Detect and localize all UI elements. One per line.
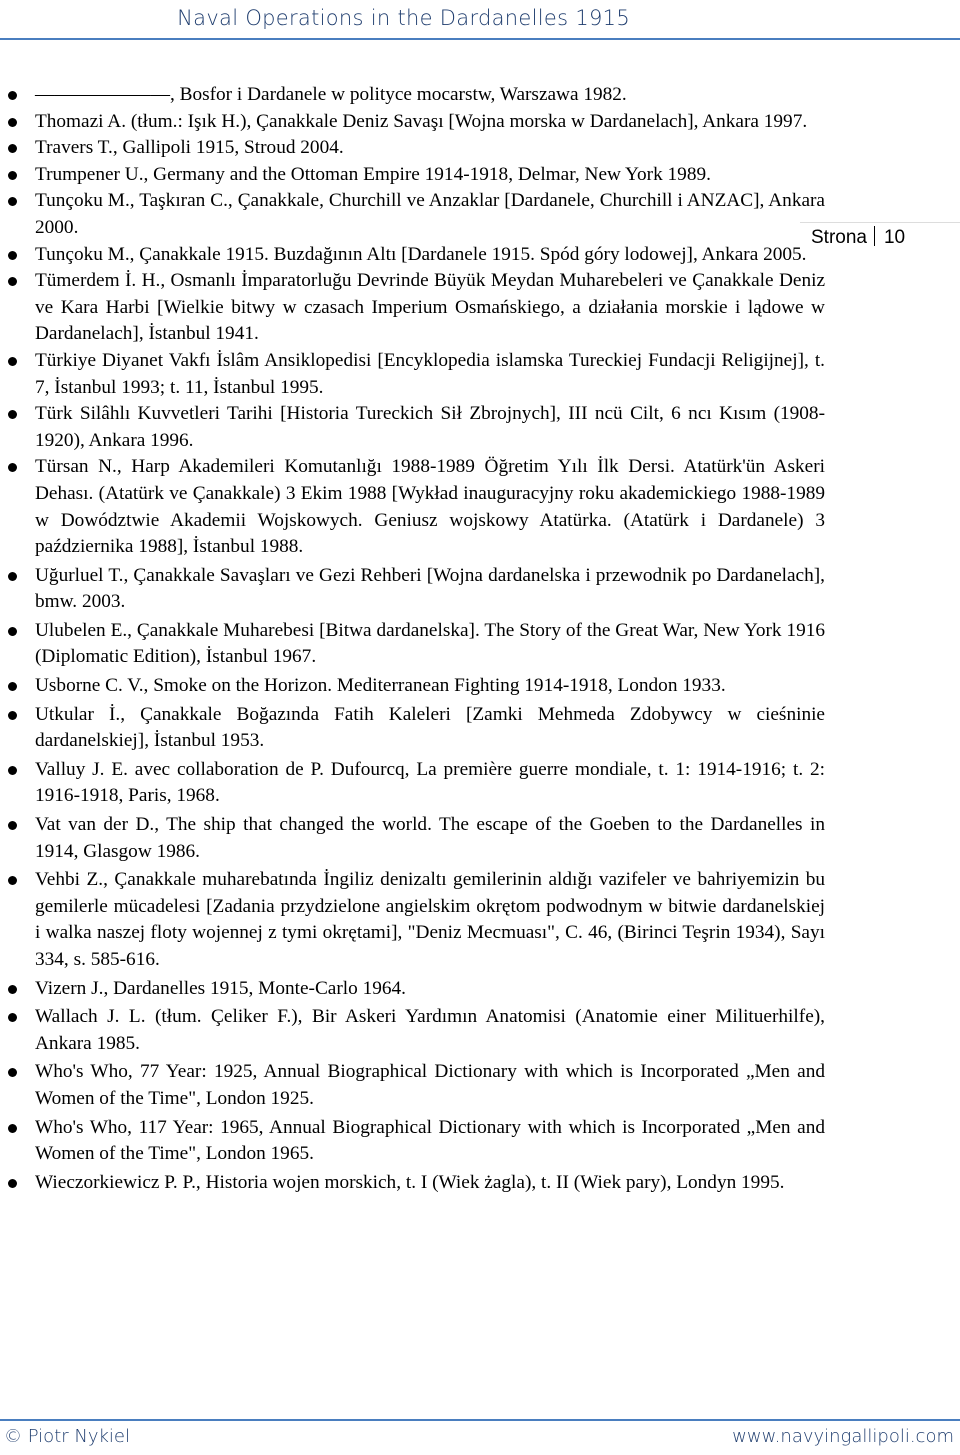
- bibliography-entry: [35, 162, 825, 189]
- bibliography-entry: [35, 268, 825, 348]
- bibliography-entry: [35, 401, 825, 454]
- entry-text: Wallach J. L. (tłum. Çeliker F.), Bir Askeri Yardımın Anatomisi (Anatomie einer Milituerhilfe), Ankara 1985.: [35, 1006, 825, 1054]
- bibliography-entry: [35, 563, 825, 616]
- page-label: Strona: [811, 227, 867, 248]
- footer-website-link[interactable]: www.navyingallipoli.com: [732, 1426, 954, 1447]
- entry-text: Valluy J. E. avec collaboration de P. Dufourcq, La première guerre mondiale, t. 1: 1914-1916; t. 2: 1916-1918, Paris, 1968.: [35, 758, 825, 807]
- entry-text: Thomazi A. (tłum.: Işık H.), Çanakkale Deniz Savaşı [Wojna morska w Dardanelach], Ankara 1997.: [35, 110, 808, 132]
- entry-text: Travers T., Gallipoli 1915, Stroud 2004.: [35, 137, 344, 159]
- footer-author: © Piotr Nykiel: [4, 1426, 130, 1447]
- bibliography-entry: [35, 135, 825, 162]
- entry-text: Vizern J., Dardanelles 1915, Monte-Carlo 1964.: [35, 977, 406, 999]
- entry-text: Tunçoku M., Taşkıran C., Çanakkale, Churchill ve Anzaklar [Dardanele, Churchill i ANZAC], Ankara 2000.: [35, 190, 825, 238]
- bibliography-entry: [35, 1059, 825, 1112]
- entry-text: Trumpener U., Germany and the Ottoman Empire 1914-1918, Delmar, New York 1989.: [35, 163, 711, 185]
- bibliography-entry: [35, 188, 825, 241]
- bibliography-list: [35, 82, 825, 1196]
- entry-text: Wieczorkiewicz P. P., Historia wojen morskich, t. I (Wiek żagla), t. II (Wiek pary), Londyn 1995.: [35, 1171, 785, 1193]
- bibliography-entry: [35, 454, 825, 560]
- entry-text: Tunçoku M., Çanakkale 1915. Buzdağının Altı [Dardanele 1915. Spód góry lodowej], Ankara 2005.: [35, 243, 807, 265]
- entry-text: Uğurluel T., Çanakkale Savaşları ve Gezi Rehberi [Wojna dardanelska i przewodnik po Dardanelach], bmw. 2003.: [35, 564, 825, 613]
- entry-text: Vehbi Z., Çanakkale muharebatında İngiliz denizaltı gemilerinin aldığı vazifeler ve bahriyemizin bu gemilerle mücadelesi [Zadania przydzielone angielskim okrętom podwodnym w bitwie dardanelskiej i walka naszej floty wojennej z tymi okrętami], "Deniz Mecmuası", C. 46, (Birinci Teşrin 1934), Sayı 334, s. 585-616.: [35, 869, 825, 970]
- bibliography-entry: [35, 673, 825, 700]
- entry-text: Utkular İ., Çanakkale Boğazında Fatih Kaleleri [Zamki Mehmeda Zdobywcy w cieśninie dardanelskiej], İstanbul 1953.: [35, 703, 825, 752]
- entry-text: Usborne C. V., Smoke on the Horizon. Mediterranean Fighting 1914-1918, London 1933.: [35, 675, 726, 697]
- page-separator: [874, 226, 875, 246]
- bibliography-entry: [35, 757, 825, 810]
- bibliography-entry: [35, 618, 825, 671]
- bibliography-entry: [35, 1170, 825, 1197]
- entry-text: Who's Who, 77 Year: 1925, Annual Biographical Dictionary with which is Incorporated „Men and Women of the Time", London 1925.: [35, 1061, 825, 1109]
- bibliography-entry: [35, 348, 825, 401]
- bibliography-entry: [35, 82, 825, 109]
- entry-text: Ulubelen E., Çanakkale Muharebesi [Bitwa dardanelska]. The Story of the Great War, New York 1916 (Diplomatic Edition), İstanbul 1967.: [35, 619, 825, 668]
- page-number: 10: [883, 227, 906, 248]
- footer-divider: [0, 1419, 960, 1421]
- bibliography-entry: [35, 1115, 825, 1168]
- entry-text: Türk Silâhlı Kuvvetleri Tarihi [Historia Tureckich Sił Zbrojnych], III ncü Cilt, 6 ncı Kısım (1908-1920), Ankara 1996.: [35, 403, 825, 451]
- repeat-author-dash: ———————: [35, 84, 170, 105]
- entry-text: , Bosfor i Dardanele w polityce mocarstw, Warszawa 1982.: [169, 84, 627, 105]
- entry-text: Türkiye Diyanet Vakfı İslâm Ansiklopedisi [Encyklopedia islamska Tureckiej Fundacji Religijnej], t. 7, İstanbul 1993; t. 11, İstanbul 1995.: [35, 349, 825, 398]
- bibliography-entry: [35, 242, 825, 269]
- bibliography-entry: [35, 812, 825, 865]
- entry-text: Who's Who, 117 Year: 1965, Annual Biographical Dictionary with which is Incorporated „Men and Women of the Time", London 1965.: [35, 1116, 825, 1165]
- bibliography-entry: [35, 867, 825, 973]
- page-indicator: [811, 226, 905, 249]
- entry-text: Türsan N., Harp Akademileri Komutanlığı 1988-1989 Öğretim Yılı İlk Dersi. Atatürk'ün Askeri Dehası. (Atatürk ve Çanakkale) 3 Ekim 1988 [Wykład inauguracyjny roku akademickiego 1988-1989 w Dowództwie Akademii Wojskowych. Geniusz wojskowy Atatürka. (Atatürk i Dardanele) 3 października 1988], İstanbul 1988.: [35, 456, 825, 558]
- bibliography-entry: [35, 1004, 825, 1057]
- header-divider: [0, 38, 960, 40]
- header-title: Naval Operations in the Dardanelles 1915: [177, 6, 630, 30]
- entry-text: Tümerdem İ. H., Osmanlı İmparatorluğu Devrinde Büyük Meydan Muharebeleri ve Çanakkale Deniz ve Kara Harbi [Wielkie bitwy w czasach Imperium Osmańskiego, a działania morskie i lądowe w Dardanelach], İstanbul 1941.: [35, 270, 825, 345]
- bibliography-entry: [35, 976, 825, 1003]
- bibliography-entry: [35, 702, 825, 755]
- bibliography-entry: [35, 109, 825, 136]
- entry-text: Vat van der D., The ship that changed the world. The escape of the Goeben to the Dardanelles in 1914, Glasgow 1986.: [35, 814, 825, 862]
